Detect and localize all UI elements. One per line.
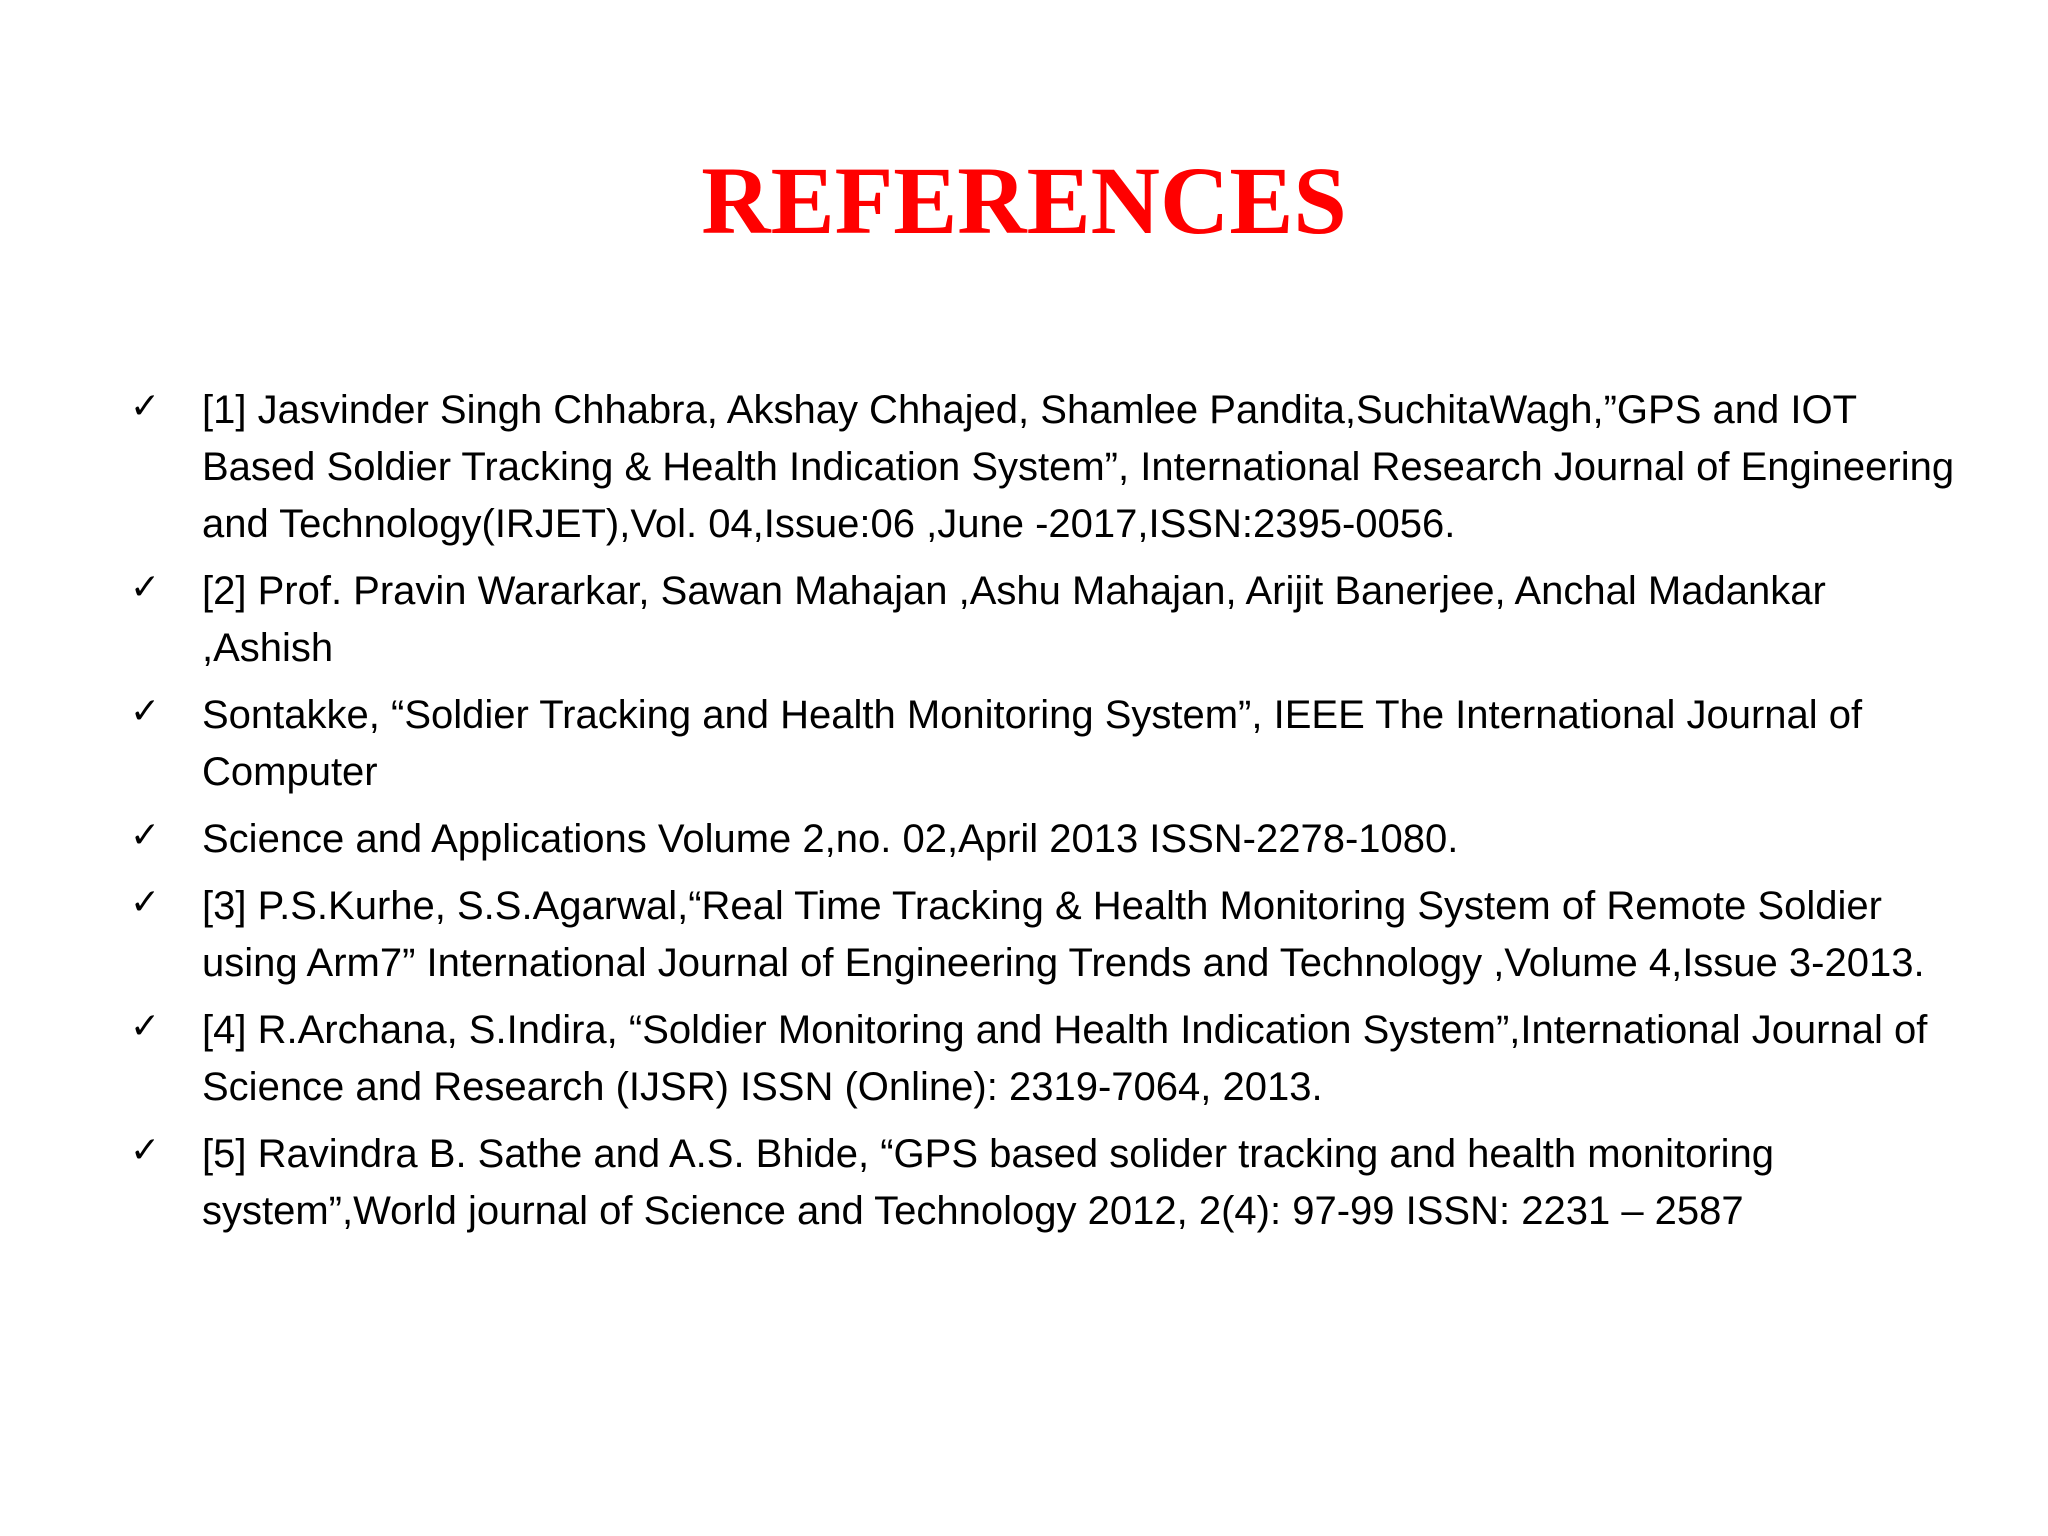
reference-list: [130, 382, 1960, 1250]
list-item: [130, 1126, 1960, 1240]
list-item: [130, 687, 1960, 801]
list-item: [130, 811, 1960, 868]
reference-text: Sontakke, “Soldier Tracking and Health Monitoring System”, IEEE The International Journal of Computer: [202, 693, 1863, 794]
check-mark-icon: ✓: [130, 815, 161, 856]
list-item: [130, 563, 1960, 677]
check-mark-icon: ✓: [130, 1130, 161, 1171]
check-mark-icon: ✓: [130, 882, 161, 923]
slide-title: REFERENCES: [701, 147, 1347, 254]
list-item: [130, 382, 1960, 553]
reference-text: [5] Ravindra B. Sathe and A.S. Bhide, “GPS based solider tracking and health monitoring system”,World journal of Science and Technology 2012, 2(4): 97-99 ISSN: 2231 – 2587: [202, 1132, 1775, 1233]
list-item: [130, 1002, 1960, 1116]
reference-text: Science and Applications Volume 2,no. 02,April 2013 ISSN-2278-1080.: [202, 817, 1459, 861]
reference-text: [1] Jasvinder Singh Chhabra, Akshay Chhajed, Shamlee Pandita,SuchitaWagh,”GPS and IOT Based Soldier Tracking & Health Indication System”, International Research Journal of Engineering and Technology(IRJET),Vol. 04,Issue:06 ,June -2017,ISSN:2395-0056.: [202, 388, 1955, 546]
reference-text: [3] P.S.Kurhe, S.S.Agarwal,“Real Time Tracking & Health Monitoring System of Remote Soldier using Arm7” International Journal of Engineering Trends and Technology ,Volume 4,Issue 3-2013.: [202, 884, 1925, 985]
list-item: [130, 878, 1960, 992]
reference-text: [4] R.Archana, S.Indira, “Soldier Monitoring and Health Indication System”,International Journal of Science and Research (IJSR) ISSN (Online): 2319-7064, 2013.: [202, 1008, 1928, 1109]
check-mark-icon: ✓: [130, 386, 161, 427]
check-mark-icon: ✓: [130, 691, 161, 732]
check-mark-icon: ✓: [130, 567, 161, 608]
reference-text: [2] Prof. Pravin Wararkar, Sawan Mahajan ,Ashu Mahajan, Arijit Banerjee, Anchal Madankar ,Ashish: [202, 569, 1826, 670]
check-mark-icon: ✓: [130, 1006, 161, 1047]
